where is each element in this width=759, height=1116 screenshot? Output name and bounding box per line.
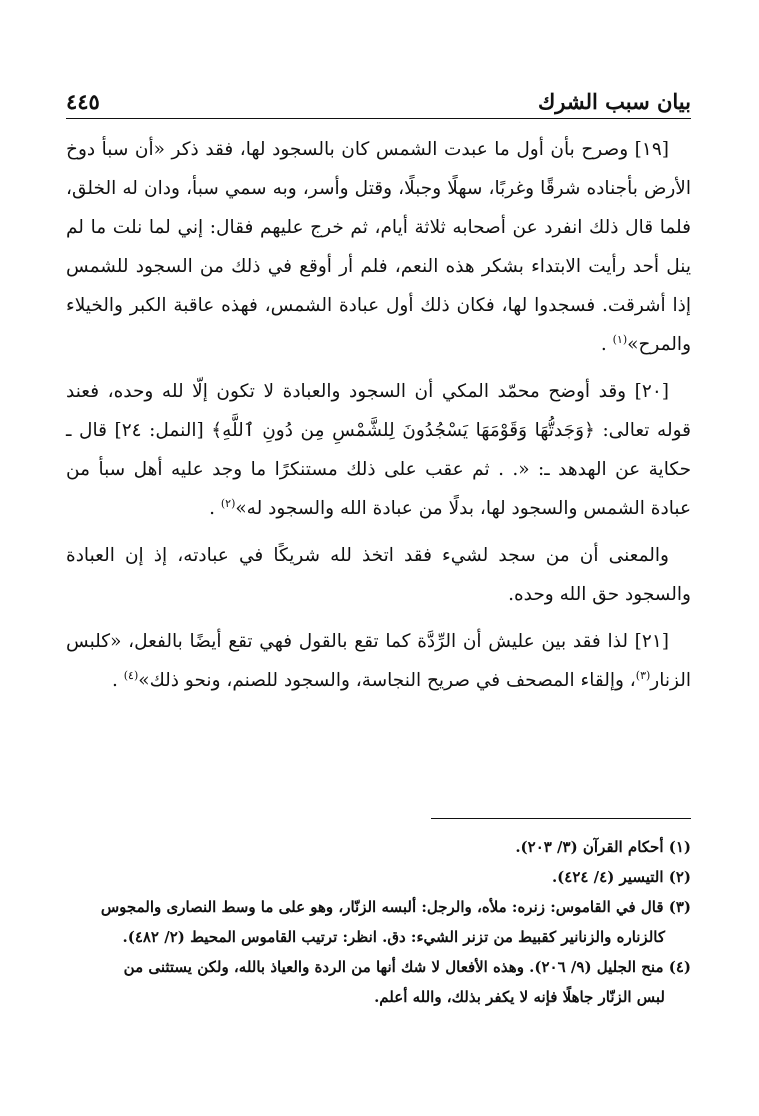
running-header [66, 82, 691, 119]
footnote-3-continued: كالزناره والزنانير كقبيط من تزنر الشيء: دق. انظر: ترتيب القاموس المحيط (٢/ ٤٨٢). [122, 928, 665, 946]
footnotes [66, 832, 691, 1012]
paragraph-19-text: [١٩] وصرح بأن أول ما عبدت الشمس كان بالسجود لها، فقد ذكر «أن سبأ دوخ الأرض بأجناده شرقًا وغربًا، سهلًا وجبلًا، وقتل وأسر، وبه سمي سبأ، ودان له الخلق، فلما قال ذلك انفرد عن أصحابه ثلاثة أيام، ثم خرج عليهم فقال: إني لما نلت ما لم ينل أحد رأيت الابتداء بشكر هذه النعم، فلم أر أوقع في ذلك من السجود للشمس إذا أشرقت. فسجدوا لها، فكان ذلك أول عبادة الشمس، فهذه عاقبة الكبر والخيلاء والمرح» [66, 139, 691, 355]
period: . [209, 498, 215, 519]
paragraph-21-text-b: ، وإلقاء المصحف في صريح النجاسة، والسجود للصنم، ونحو ذلك» [138, 670, 636, 691]
footnote-ref-3: (٣) [635, 668, 651, 682]
paragraph-21-text-a: [٢١] لذا فقد بين عليش أن الرِّدَّة كما تقع بالقول فهي تقع أيضًا بالفعل، «كلبس الزنار [66, 631, 691, 691]
page-number: ٤٤٥ [66, 89, 100, 114]
paragraph-meaning: والمعنى أن من سجد لشيء فقد اتخذ لله شريكًا في عبادته، إذ إن العبادة والسجود حق الله وحده. [66, 545, 691, 605]
footnote-4: (٤) منح الجليل (٩/ ٢٠٦). وهذه الأفعال لا شك أنها من الردة والعياذ بالله، ولكن يستثنى من [123, 958, 691, 976]
footnote-2: (٢) التيسير (٤/ ٤٢٤). [551, 868, 691, 886]
footnote-3: (٣) قال في القاموس: زنره: ملأه، والرجل: ألبسه الزنّار، وهو على ما وسط النصارى والمجوس [100, 898, 691, 916]
main-text [66, 130, 691, 708]
footnote-ref-4: (٤) [123, 668, 139, 682]
footnote-ref-2: (٢) [220, 496, 236, 510]
paragraph-21 [66, 622, 691, 700]
paragraph-19 [66, 130, 691, 364]
period: . [111, 670, 118, 691]
footnote-ref-1: (١) [612, 332, 628, 346]
paragraph-20-text: [٢٠] وقد أوضح محمّد المكي أن السجود والعبادة لا تكون إلّا لله وحده، فعند قوله تعالى: ﴿وَجَدتُّهَا وَقَوْمَهَا يَسْجُدُونَ لِلشَّمْسِ مِن دُونِ ٱللَّهِ﴾ [النمل: ٢٤] قال ـ حكاية عن الهدهد ـ: «. . ثم عقب على ذلك مستنكرًا ما وجد عليه أهل سبأ من عبادة الشمس والسجود لها، بدلًا من عبادة الله والسجود له» [66, 381, 691, 519]
paragraph-20 [66, 372, 691, 528]
footnote-4-continued: لبس الزنّار جاهلًا فإنه لا يكفر بذلك، والله أعلم. [374, 988, 665, 1006]
footnote-1: (١) أحكام القرآن (٣/ ٢٠٣). [515, 838, 691, 856]
footnote-divider [431, 818, 691, 819]
chapter-title: بيان سبب الشرك [537, 89, 691, 114]
period: . [600, 334, 607, 355]
